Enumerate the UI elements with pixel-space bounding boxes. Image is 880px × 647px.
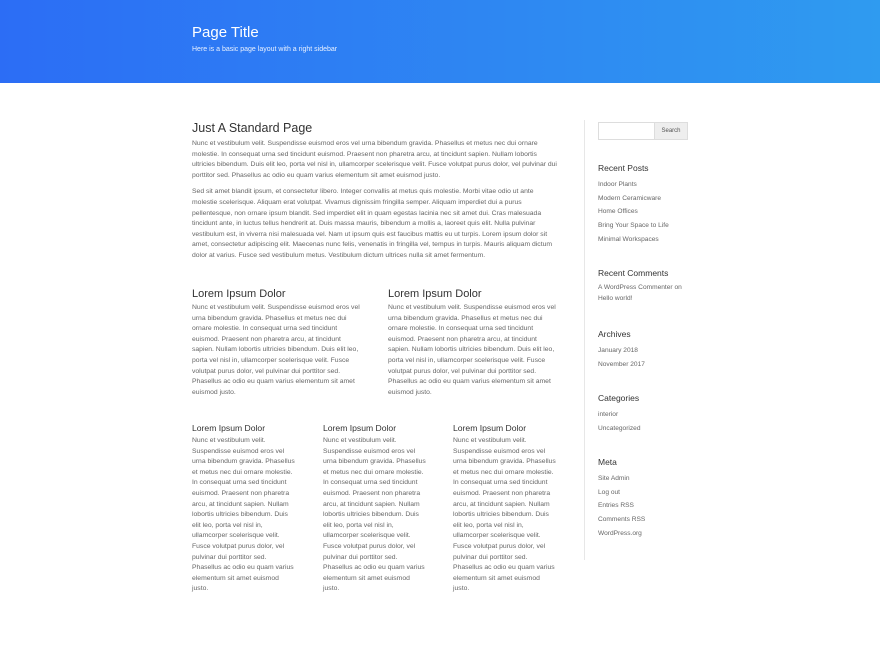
three-col-3	[453, 423, 558, 595]
two-col-right	[388, 287, 558, 398]
list-item	[598, 513, 645, 527]
list-item	[598, 205, 669, 219]
list-item	[598, 178, 669, 192]
sidebar-divider	[584, 120, 585, 560]
list-item	[598, 499, 645, 513]
two-col-left	[192, 287, 362, 398]
comment-author-link[interactable]: A WordPress Commenter on	[598, 284, 682, 291]
archive-link[interactable]: November 2017	[598, 360, 645, 368]
column-heading: Lorem Ipsum Dolor	[192, 288, 286, 300]
widget-title: Categories	[598, 393, 640, 403]
meta-link[interactable]: WordPress.org	[598, 529, 642, 537]
comment-post-link[interactable]: Hello world!	[598, 294, 633, 302]
meta-widget	[598, 457, 645, 541]
meta-link[interactable]: Entries RSS	[598, 502, 634, 510]
list-item	[598, 408, 641, 422]
search-form	[598, 122, 718, 140]
main-content	[192, 120, 560, 262]
recent-comments-widget	[598, 268, 682, 304]
recent-post-link[interactable]: Home Offices	[598, 208, 638, 216]
meta-link[interactable]: Site Admin	[598, 475, 630, 482]
page-subtitle: Here is a basic page layout with a right sidebar	[192, 46, 338, 53]
recent-post-link[interactable]: Minimal Workspaces	[598, 235, 659, 243]
column-heading: Lorem Ipsum Dolor	[388, 288, 482, 300]
column-text: Nunc et vestibulum velit. Suspendisse euismod eros vel urna bibendum gravida. Phasellus et metus nec dui ornare molestie. In consequat urna sed tincidunt euismod. Praesent non pharetra arcu, at tincidunt sapien. Nullam lobortis ultricies bibendum. Duis elit leo, porta vel nisl in, ullamcorper scelerisque velit. Fusce volutpat purus dolor, vel pulvinar dui porttitor sed. Phasellus ac odio eu quam varius elementum sit amet euismod justo.	[192, 437, 295, 593]
meta-link[interactable]: Log out	[598, 488, 620, 496]
list-item	[598, 358, 645, 372]
recent-post-link[interactable]: Bring Your Space to Life	[598, 222, 669, 230]
page-title: Page Title	[192, 24, 259, 41]
list-item	[598, 233, 669, 247]
column-text: Nunc et vestibulum velit. Suspendisse euismod eros vel urna bibendum gravida. Phasellus et metus nec dui ornare molestie. In consequat urna sed tincidunt euismod. Praesent non pharetra arcu, at tincidunt sapien. Nullam lobortis ultricies bibendum. Duis elit leo, porta vel nisl in, ullamcorper scelerisque velit. Fusce volutpat purus dolor, vel pulvinar dui porttitor sed. Phasellus ac odio eu quam varius elementum sit amet euismod justo.	[192, 304, 360, 396]
widget-title: Meta	[598, 457, 617, 467]
second-paragraph: Sed sit amet blandit ipsum, et consectetur libero. Integer convallis at metus quis molestie. Morbi vitae odio ut ante molestie scelerisque. Aliquam erat volutpat. Vivamus dignissim fringilla semper. Aliquam imperdiet dui a purus pellentesque, non ornare ipsum blandit. Sed imperdiet elit in quam egestas lacinia nec sit amet dui. Cras malesuada tincidunt ante, in luctus tellus hendrerit at. Duis massa mauris, bibendum a mollis a, laoreet quis elit. Nulla pulvinar vestibulum est, in viverra nisi malesuada vel. Nam ut ipsum quis est faucibus mattis eu ut turpis. Lorem ipsum dolor sit amet, consectetur adipiscing elit. Maecenas nunc felis, venenatis in fringilla vel, tempus in turpis. Mauris aliquam dictum dolor at varius. Fusce sed vestibulum metus. Vestibulum dictum ultrices nulla sit amet fermentum.	[192, 188, 553, 259]
search-button[interactable]: Search	[655, 122, 688, 140]
page-header	[0, 0, 880, 83]
list-item	[598, 422, 641, 436]
widget-title: Archives	[598, 329, 631, 339]
column-heading: Lorem Ipsum Dolor	[323, 423, 397, 433]
meta-link[interactable]: Comments RSS	[598, 516, 646, 524]
search-input[interactable]	[598, 122, 655, 140]
archives-widget	[598, 329, 645, 371]
archive-link[interactable]: January 2018	[598, 347, 638, 354]
category-link[interactable]: interior	[598, 411, 619, 418]
category-link[interactable]: Uncategorized	[598, 424, 641, 432]
three-col-1	[192, 423, 297, 595]
sidebar	[598, 122, 718, 537]
list-item	[598, 486, 645, 500]
intro-paragraph: Nunc et vestibulum velit. Suspendisse euismod eros vel urna bibendum gravida. Phasellus et metus nec dui ornare molestie. In consequat urna sed tincidunt euismod. Praesent non pharetra arcu, at tincidunt sapien. Nullam lobortis ultricies bibendum. Duis elit leo, porta vel nisl in, ullamcorper scelerisque velit. Fusce volutpat purus dolor, vel pulvinar dui porttitor sed. Phasellus ac odio eu quam varius elementum sit amet euismod justo.	[192, 140, 557, 179]
content-heading: Just A Standard Page	[192, 121, 313, 135]
categories-widget	[598, 393, 641, 435]
recent-posts-widget	[598, 163, 669, 247]
widget-title: Recent Comments	[598, 268, 669, 278]
column-text: Nunc et vestibulum velit. Suspendisse euismod eros vel urna bibendum gravida. Phasellus et metus nec dui ornare molestie. In consequat urna sed tincidunt euismod. Praesent non pharetra arcu, at tincidunt sapien. Nullam lobortis ultricies bibendum. Duis elit leo, porta vel nisl in, ullamcorper scelerisque velit. Fusce volutpat purus dolor, vel pulvinar dui porttitor sed. Phasellus ac odio eu quam varius elementum sit amet euismod justo.	[388, 304, 556, 396]
list-item	[598, 527, 645, 541]
column-text: Nunc et vestibulum velit. Suspendisse euismod eros vel urna bibendum gravida. Phasellus et metus nec dui ornare molestie. In consequat urna sed tincidunt euismod. Praesent non pharetra arcu, at tincidunt sapien. Nullam lobortis ultricies bibendum. Duis elit leo, porta vel nisl in, ullamcorper scelerisque velit. Fusce volutpat purus dolor, vel pulvinar dui porttitor sed. Phasellus ac odio eu quam varius elementum sit amet euismod justo.	[323, 437, 426, 593]
column-heading: Lorem Ipsum Dolor	[192, 423, 266, 433]
three-col-2	[323, 423, 428, 595]
column-text: Nunc et vestibulum velit. Suspendisse euismod eros vel urna bibendum gravida. Phasellus et metus nec dui ornare molestie. In consequat urna sed tincidunt euismod. Praesent non pharetra arcu, at tincidunt sapien. Nullam lobortis ultricies bibendum. Duis elit leo, porta vel nisl in, ullamcorper scelerisque velit. Fusce volutpat purus dolor, vel pulvinar dui porttitor sed. Phasellus ac odio eu quam varius elementum sit amet euismod justo.	[453, 437, 556, 593]
recent-post-link[interactable]: Indoor Plants	[598, 181, 637, 188]
recent-post-link[interactable]: Modern Ceramicware	[598, 194, 662, 202]
list-item	[598, 283, 682, 294]
widget-title: Recent Posts	[598, 163, 649, 173]
list-item	[598, 219, 669, 233]
list-item	[598, 192, 669, 206]
list-item	[598, 472, 645, 486]
list-item	[598, 344, 645, 358]
list-item	[598, 294, 682, 305]
column-heading: Lorem Ipsum Dolor	[453, 423, 527, 433]
